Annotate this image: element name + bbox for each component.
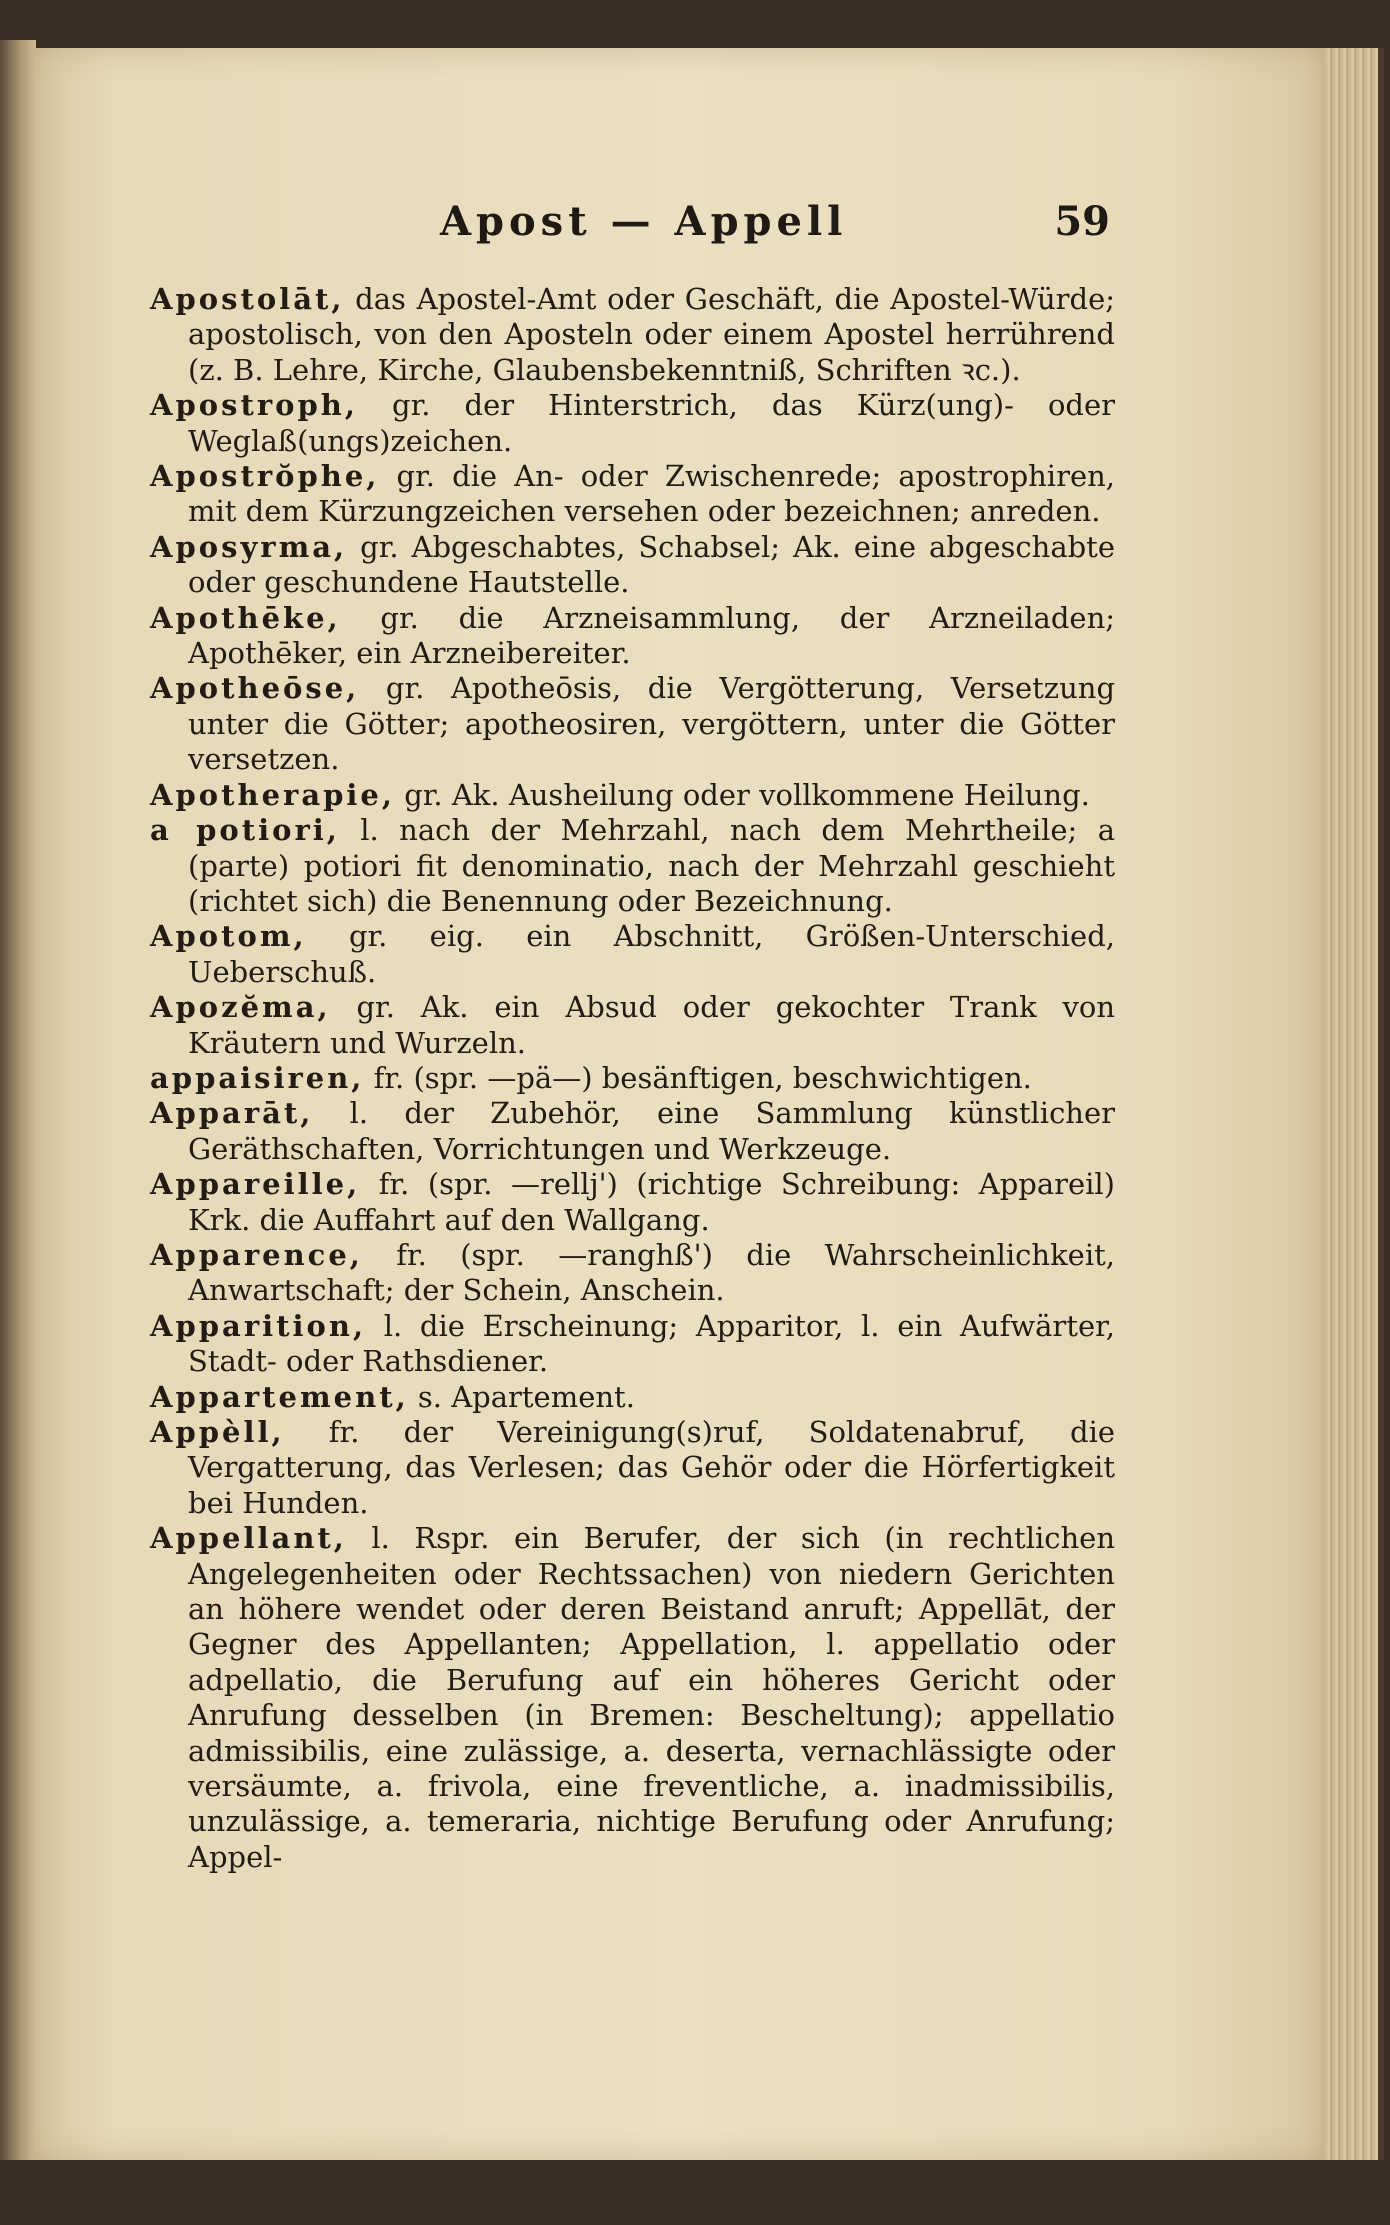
dictionary-entry [150,919,1115,990]
entry-text: l. Rspr. ein Berufer, der sich (in rechtlichen Angelegenheiten oder Rechtssachen) von niedern Gerichten an höhere wendet oder deren Beistand anruft; Appellāt, der Gegner des Appellanten; Appellation, l. appellatio oder adpellatio, die Berufung auf ein höheres Gericht oder Anrufung desselben (in Bremen: Bescheltung); appellatio admissibilis, eine zulässige, a. deserta, vernachlässigte oder versäumte, a. frivola, eine freventliche, a. inadmissibilis, unzulässige, a. temeraria, nichtige Berufung oder Anrufung; Appel- [188,1521,1116,1874]
entry-headword: Appellant, [150,1521,347,1556]
dictionary-entry [150,1415,1115,1521]
running-head-title: Apost — Appell [440,198,848,245]
entry-text: fr. (spr. —ranghß') die Wahrscheinlichkeit, Anwartschaft; der Schein, Anschein. [188,1237,1115,1308]
entry-headword: Apotheōse, [150,671,360,706]
dictionary-entry [150,990,1115,1061]
page-edges [1318,48,1384,2160]
entry-text: das Apostel-Amt oder Geschäft, die Apostel-Würde; apostolisch, von den Aposteln oder einem Apostel herrührend (z. B. Lehre, Kirche, Glaubensbekenntniß, Schriften ꝛc.). [188,282,1116,387]
entry-text: l. die Erscheinung; Apparitor, l. ein Aufwärter, Stadt- oder Rathsdiener. [188,1308,1116,1379]
entry-headword: Apparāt, [150,1096,314,1131]
book-edge-left [0,40,36,2160]
entry-text: gr. Apotheōsis, die Vergötterung, Versetzung unter die Götter; apotheosiren, vergöttern, unter die Götter versetzen. [188,671,1116,777]
entry-headword: Apparence, [150,1237,363,1272]
entry-text: fr. der Vereinigung(s)ruf, Soldatenabruf, die Vergatterung, das Verlesen; das Gehör oder die Hörfertigkeit bei Hunden. [188,1415,1116,1520]
entry-headword: Aposyrma, [150,529,348,564]
dictionary-entry [150,459,1115,530]
entry-headword: Apozĕma, [150,990,331,1025]
entry-headword: Apparition, [150,1308,367,1343]
dictionary-entry [150,601,1115,672]
entry-headword: a potiori, [150,813,340,848]
dictionary-entry [150,282,1115,388]
entry-text: gr. Abgeschabtes, Schabsel; Ak. eine abgeschabte oder geschundene Hautstelle. [188,529,1115,600]
dictionary-entry [150,778,1115,813]
entry-headword: Apothēke, [150,600,341,635]
dictionary-entry [150,1096,1115,1167]
dictionary-entry [150,1521,1115,1875]
dictionary-entry [150,671,1115,777]
dictionary-entries [150,282,1115,1875]
running-head [150,198,1110,258]
dictionary-entry [150,1061,1115,1096]
entry-text: fr. (spr. —pä—) besänftigen, beschwichtigen. [373,1060,1032,1095]
entry-text: gr. Ak. Ausheilung oder vollkommene Heilung. [404,777,1090,812]
entry-headword: Apotom, [150,919,307,954]
entry-headword: Apostroph, [150,388,358,423]
entry-text: l. nach der Mehrzahl, nach dem Mehrtheile; a (parte) potiori fit denominatio, nach der Mehrzahl geschieht (richtet sich) die Benennung oder Bezeichnung. [188,813,1116,918]
entry-text: gr. Ak. ein Absud oder gekochter Trank von Kräutern und Wurzeln. [188,990,1116,1060]
entry-text: gr. der Hinterstrich, das Kürz(ung)- oder Weglaß(ungs)zeichen. [188,388,1116,458]
entry-text: gr. die Arzneisammlung, der Arzneiladen; Apothēker, ein Arzneibereiter. [188,600,1116,671]
entry-headword: appaisiren, [150,1060,365,1095]
dictionary-entry [150,813,1115,919]
dictionary-entry [150,530,1115,601]
entry-headword: Apostrŏphe, [150,459,380,494]
dictionary-entry [150,388,1115,459]
entry-text: fr. (spr. —rellj') (richtige Schreibung: Appareil) Krk. die Auffahrt auf den Wallgang. [188,1167,1115,1237]
dictionary-entry [150,1167,1115,1238]
entry-headword: Appèll, [150,1415,285,1449]
dictionary-entry [150,1380,1115,1415]
dictionary-entry [150,1238,1115,1309]
dictionary-entry [150,1309,1115,1380]
entry-headword: Apostolāt, [150,282,345,316]
entry-text: gr. die An- oder Zwischenrede; apostrophiren, mit dem Kürzungzeichen versehen oder bezeichnen; anreden. [188,459,1116,529]
entry-text: gr. eig. ein Abschnitt, Größen-Unterschied, Ueberschuß. [188,919,1115,989]
entry-text: l. der Zubehör, eine Sammlung künstlicher Geräthschaften, Vorrichtungen und Werkzeuge. [188,1096,1116,1166]
entry-text: s. Apartement. [417,1379,635,1414]
entry-headword: Appareille, [150,1167,361,1202]
entry-headword: Apotherapie, [150,777,395,812]
entry-headword: Appartement, [150,1379,409,1414]
page-number: 59 [1054,198,1110,245]
